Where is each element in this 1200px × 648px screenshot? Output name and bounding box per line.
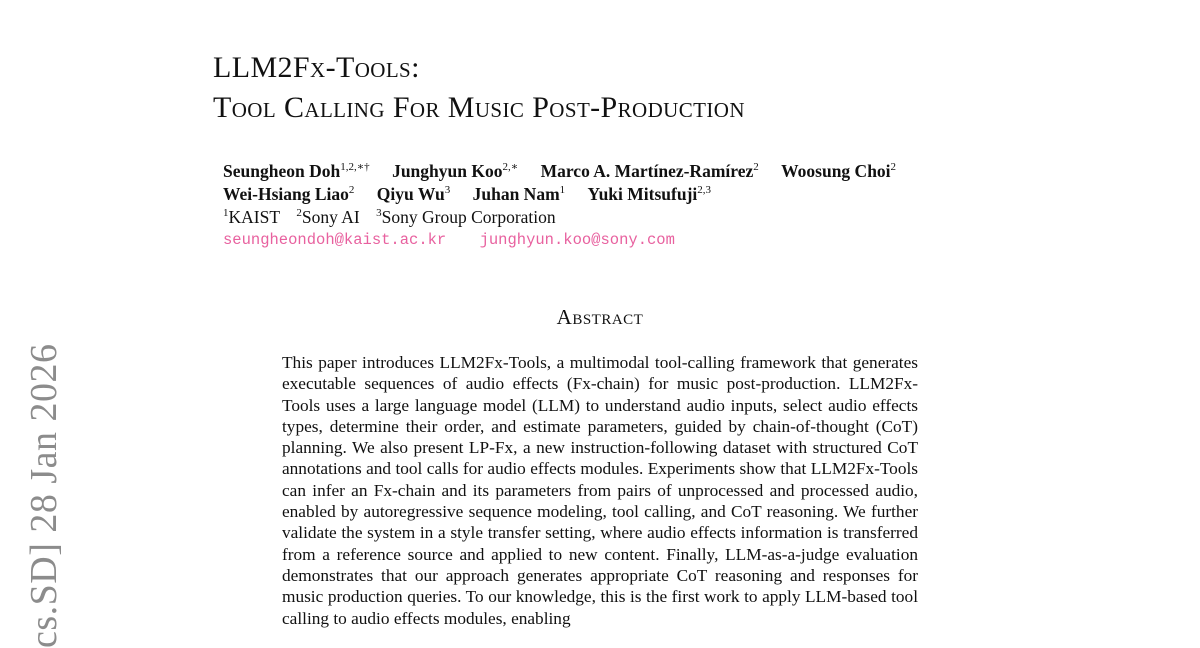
author-row-2 xyxy=(223,183,1123,206)
title-line-1: LLM2Fx-Tools: xyxy=(213,51,420,84)
title-line-2: Tool Calling For Music Post-Production xyxy=(213,91,745,124)
author: Seungheon Doh$^{1,2,∗\dagger}$ xyxy=(223,161,370,181)
arxiv-sidebar-stamp: cs.SD] 28 Jan 2026 xyxy=(23,343,65,648)
author: Yuki Mitsufuji$^{2,3}$ xyxy=(587,184,712,204)
affiliation: $^3$Sony Group Corporation xyxy=(376,207,556,227)
abstract-text: This paper introduces LLM2Fx-Tools, a multimodal tool-calling framework that generates executable sequences of audio effects (Fx-chain) for music post-production. LLM2Fx-Tools uses a large language model (LLM) to understand audio inputs, select audio effects types, determine their order, and estimate parameters, guided by chain-of-thought (CoT) planning. We also present LP-Fx, a new instruction-following dataset with structured CoT annotations and tool calls for audio effects modules. Experiments show that LLM2Fx-Tools can infer an Fx-chain and its parameters from pairs of unprocessed and processed audio, enabled by autoregressive sequence modeling, tool calling, and CoT reasoning. We further validate the system in a style transfer setting, where audio effects information is transferred from a reference source and applied to new content. Finally, LLM-as-a-judge evaluation demonstrates that our approach generates appropriate CoT reasoning and responses for music production queries. To our knowledge, this is the first work to apply LLM-based tool calling to audio effects modules, enabling xyxy=(282,353,918,628)
affiliation: $^1$KAIST xyxy=(223,207,281,227)
paper-title xyxy=(213,48,1113,128)
author: Qiyu Wu$^3$ xyxy=(376,184,451,204)
author: Juhan Nam$^1$ xyxy=(472,184,566,204)
author: Wei-Hsiang Liao$^2$ xyxy=(223,184,355,204)
email-line xyxy=(223,229,1123,251)
author-row-1 xyxy=(223,160,1123,183)
author: Marco A. Martínez-Ramírez$^2$ xyxy=(540,161,759,181)
author-block xyxy=(223,160,1123,251)
author: Junghyun Koo$^{2,∗}$ xyxy=(392,161,519,181)
abstract-heading: Abstract xyxy=(556,305,644,329)
affiliations xyxy=(223,206,1123,229)
author: Woosung Choi$^2$ xyxy=(781,161,897,181)
email-link[interactable]: junghyun.koo@sony.com xyxy=(479,231,675,249)
affiliation: $^2$Sony AI xyxy=(296,207,360,227)
email-link[interactable]: seungheondoh@kaist.ac.kr xyxy=(223,231,447,249)
